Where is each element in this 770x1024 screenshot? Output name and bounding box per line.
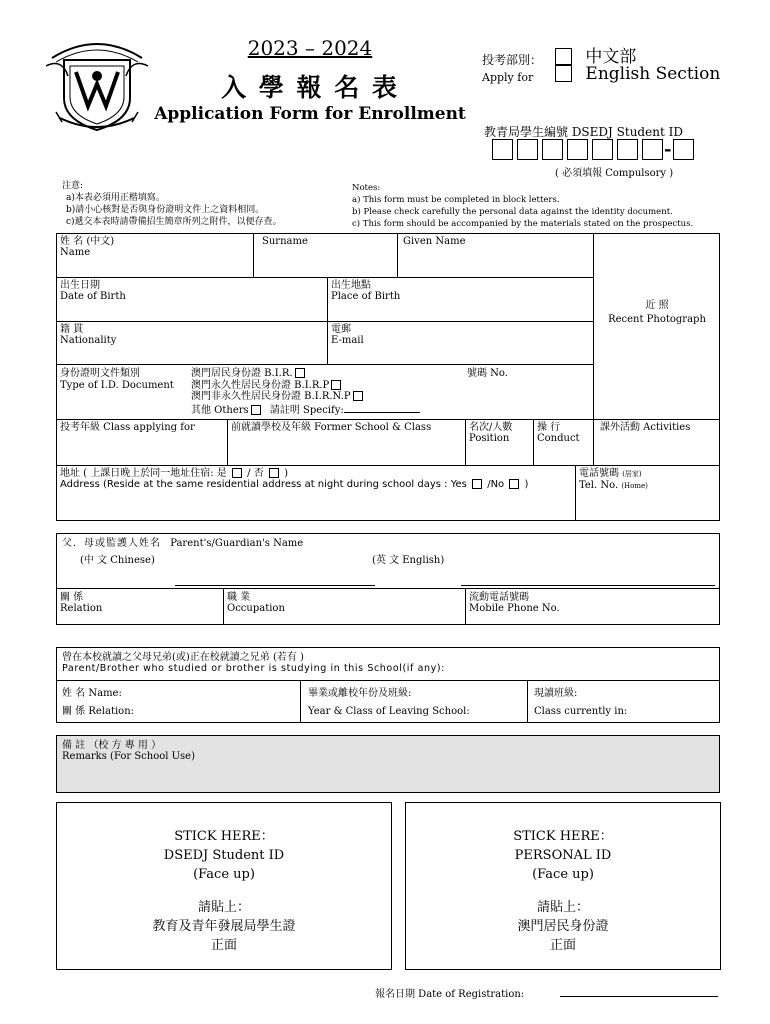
chinese-section-label: 中文部 [585, 47, 637, 67]
sibling-title [59, 650, 709, 676]
place-of-birth-field[interactable] [328, 278, 593, 321]
student-id-digit[interactable] [542, 139, 563, 160]
position-label-zh: 名次/人數 [469, 422, 513, 433]
address-label-zh: 地址 ( 上課日晚上於同一地址住宿: 是 / 否 ) [60, 468, 288, 479]
sibling-current-label-en: Class currently in: [534, 706, 628, 717]
student-id-digit[interactable] [617, 139, 638, 160]
notes-zh-item: b)請小心核對是否與身份證明文件上之資料相同。 [66, 205, 265, 215]
name-field[interactable] [57, 234, 253, 277]
date-of-birth-field[interactable] [57, 278, 327, 321]
sibling-current-field[interactable] [531, 683, 719, 721]
student-id-digit[interactable] [567, 139, 588, 160]
notes-zh-item: a)本表必須用正楷填寫。 [66, 193, 165, 203]
sibling-relation-label: 關 係 Relation: [62, 706, 135, 717]
photo-label-zh: 近 照 [645, 300, 669, 311]
name-label-zh: 姓 名 (中文) [60, 236, 115, 247]
notes-zh-item: c)遞交本表時請帶備招生簡章所列之附件，以便存查。 [66, 217, 282, 227]
stick-left-line2: DSEDJ Student ID [163, 848, 285, 863]
id-option-others[interactable] [191, 403, 420, 417]
occupation-field[interactable] [224, 590, 465, 624]
notes-zh [62, 180, 282, 228]
class-applying-label: 投考年級 Class applying for [60, 422, 195, 433]
student-id-boxes[interactable] [492, 139, 698, 162]
mobile-label-zh: 流動電話號碼 [469, 592, 529, 603]
id-type-label-zh: 身份證明文件類別 [60, 368, 140, 379]
name-label-en: Name [60, 247, 91, 258]
sibling-year-label-en: Year & Class of Leaving School: [308, 706, 470, 717]
notes-en-item: c) This form should be accompanied by the materials stated on the prospectus. [352, 219, 694, 229]
sibling-name-field[interactable] [59, 683, 299, 721]
form-year: 2023 – 2024 [247, 36, 373, 60]
student-id-digit[interactable] [492, 139, 513, 160]
sibling-year-label-zh: 畢業或離校年份及班級: [308, 688, 412, 699]
parent-name-english-label: (英 文 English) [372, 555, 445, 566]
stick-left-line1: STICK HERE： [174, 829, 274, 844]
notes-en-item: a) This form must be completed in block letters. [352, 195, 560, 205]
id-option-bir-checkbox[interactable] [295, 368, 305, 378]
english-section-option[interactable] [555, 64, 720, 84]
chinese-section-checkbox[interactable] [555, 48, 572, 65]
parent-name-english-input[interactable] [461, 585, 715, 586]
id-option-others-label: 其他 Others [191, 404, 249, 416]
mobile-label-en: Mobile Phone No. [469, 603, 560, 614]
photo-label-en: Recent Photograph [608, 314, 706, 325]
sibling-name-label: 姓 名 Name: [62, 688, 122, 699]
compulsory-note: ( 必須填報 Compulsory ) [555, 168, 674, 179]
form-title-en: Application Form for Enrollment [154, 104, 466, 124]
school-logo [42, 36, 152, 136]
activities-label: 課外活動 Activities [600, 422, 691, 433]
id-specify-label: 請註明 Specify: [269, 404, 344, 416]
parent-title-en: Parent's/Guardian's Name [170, 538, 304, 549]
stick-right-line4: 請貼上： [536, 900, 589, 915]
student-id-digit[interactable] [517, 139, 538, 160]
student-id-check-digit[interactable] [673, 139, 694, 160]
address-no-checkbox[interactable] [509, 479, 519, 489]
stick-right-line6: 正面 [549, 938, 576, 953]
parent-name-chinese-input[interactable] [175, 585, 375, 586]
stick-left-line4: 請貼上： [197, 900, 250, 915]
id-number-label: 號碼 No. [467, 368, 508, 379]
nationality-label-en: Nationality [60, 335, 117, 346]
notes-en [352, 182, 693, 230]
stick-personal-id-area[interactable] [405, 802, 721, 970]
stick-right-line2: PERSONAL ID [514, 848, 612, 863]
id-option-others-checkbox[interactable] [251, 405, 261, 415]
email-label-zh: 電郵 [331, 324, 351, 335]
parent-title-zh: 父．母或監護人姓名 [62, 538, 161, 549]
position-label-en: Position [469, 433, 510, 444]
stick-student-id-area[interactable] [56, 802, 392, 970]
id-specify-input[interactable] [344, 403, 420, 413]
notes-en-item: b) Please check carefully the personal data against the identity document. [352, 207, 673, 217]
given-name-label: Given Name [403, 236, 466, 247]
id-option-bir-label: 澳門居民身份證 B.I.R. [191, 368, 293, 379]
sibling-year-field[interactable] [305, 683, 527, 721]
email-label-en: E-mail [331, 335, 364, 346]
id-option-birp[interactable] [191, 380, 420, 392]
address-no-zh-checkbox[interactable] [269, 468, 279, 478]
id-option-birnp-checkbox[interactable] [353, 391, 363, 401]
remarks-label-en: Remarks (For School Use) [62, 751, 196, 762]
id-document-type [57, 366, 593, 419]
dob-label-zh: 出生日期 [60, 280, 100, 291]
registration-date-label: 報名日期 Date of Registration: [375, 989, 525, 1000]
parent-name-title [59, 536, 559, 551]
stick-right-line5: 澳門居民身份證 [517, 919, 609, 934]
id-type-label-en: Type of I.D. Document [60, 379, 174, 391]
nationality-label-zh: 籍 貫 [60, 324, 84, 335]
parent-info-table [56, 533, 720, 625]
apply-for-label-en: Apply for [482, 71, 534, 84]
address-label-en: Address (Reside at the same residential address at night during school days : Yes /No ) [60, 479, 529, 490]
surname-field[interactable] [259, 234, 397, 277]
activities-field[interactable] [594, 420, 720, 465]
english-section-label: English Section [585, 64, 721, 84]
tel-label-en: Tel. No. (Home) [579, 480, 648, 491]
mobile-phone-field[interactable] [466, 590, 719, 624]
student-id-dash: - [664, 139, 672, 160]
email-field[interactable] [328, 322, 593, 364]
address-field[interactable] [57, 466, 575, 521]
former-school-label: 前就讀學校及年級 Former School & Class [231, 422, 432, 433]
stick-left-line3: (Face up) [193, 867, 255, 882]
tel-label-zh: 電話號碼 (居家) [579, 468, 642, 479]
english-section-checkbox[interactable] [555, 65, 572, 82]
id-option-birnp-label: 澳門非永久性居民身份證 B.I.R.N.P [191, 391, 351, 402]
conduct-label-en: Conduct [537, 433, 580, 444]
sibling-current-label-zh: 現讀班級: [534, 688, 578, 699]
former-school-field[interactable] [228, 420, 465, 465]
student-id-digit[interactable] [592, 139, 613, 160]
parent-name-chinese-label: (中 文 Chinese) [80, 555, 155, 566]
sibling-title-en: Parent/Brother who studied or brother is studying in this School(if any): [62, 663, 445, 674]
address-yes-zh-checkbox[interactable] [232, 468, 242, 478]
surname-label: Surname [262, 236, 308, 247]
relation-field[interactable] [57, 590, 223, 624]
notes-zh-title: 注意: [62, 181, 84, 191]
occupation-label-zh: 職 業 [227, 592, 251, 603]
stick-left-line5: 教育及青年發展局學生證 [152, 919, 296, 934]
position-field[interactable] [466, 420, 533, 465]
pob-label-en: Place of Birth [331, 291, 401, 302]
stick-right-line3: (Face up) [532, 867, 594, 882]
form-title-zh: 入 學 報 名 表 [221, 73, 399, 102]
stick-right-line1: STICK HERE： [513, 829, 613, 844]
home-tel-field[interactable] [576, 466, 719, 521]
relation-label-en: Relation [60, 603, 103, 614]
recent-photograph-area[interactable] [594, 298, 720, 338]
student-id-label: 教青局學生編號 DSEDJ Student ID [484, 125, 683, 139]
id-option-bir[interactable] [191, 368, 420, 380]
registration-date-input[interactable] [560, 996, 718, 997]
id-option-birp-label: 澳門永久性居民身份證 B.I.R.P [191, 379, 330, 391]
address-yes-checkbox[interactable] [472, 479, 482, 489]
conduct-field[interactable] [534, 420, 593, 465]
sibling-info-table [56, 647, 720, 723]
apply-for-label-zh: 投考部別： [482, 53, 543, 67]
occupation-label-en: Occupation [227, 603, 285, 614]
sibling-title-zh: 曾在本校就讀之父母兄弟(或)正在校就讀之兄弟 (若有 ) [62, 652, 304, 663]
class-applying-field[interactable] [57, 420, 227, 465]
remarks-box [56, 735, 720, 793]
stick-left-line6: 正面 [210, 938, 237, 953]
remarks-label-zh: 備 註 （校 方 專 用 ） [62, 740, 162, 751]
id-option-birnp[interactable] [191, 391, 420, 403]
given-name-field[interactable] [397, 234, 593, 277]
relation-label-zh: 關 係 [60, 592, 84, 603]
id-option-birp-checkbox[interactable] [331, 380, 341, 390]
notes-en-title: Notes: [352, 183, 381, 193]
nationality-field[interactable] [57, 322, 327, 364]
student-id-digit[interactable] [642, 139, 663, 160]
pob-label-zh: 出生地點 [331, 280, 371, 291]
dob-label-en: Date of Birth [60, 291, 126, 302]
conduct-label-zh: 操 行 [537, 422, 561, 433]
personal-info-table [56, 233, 720, 521]
